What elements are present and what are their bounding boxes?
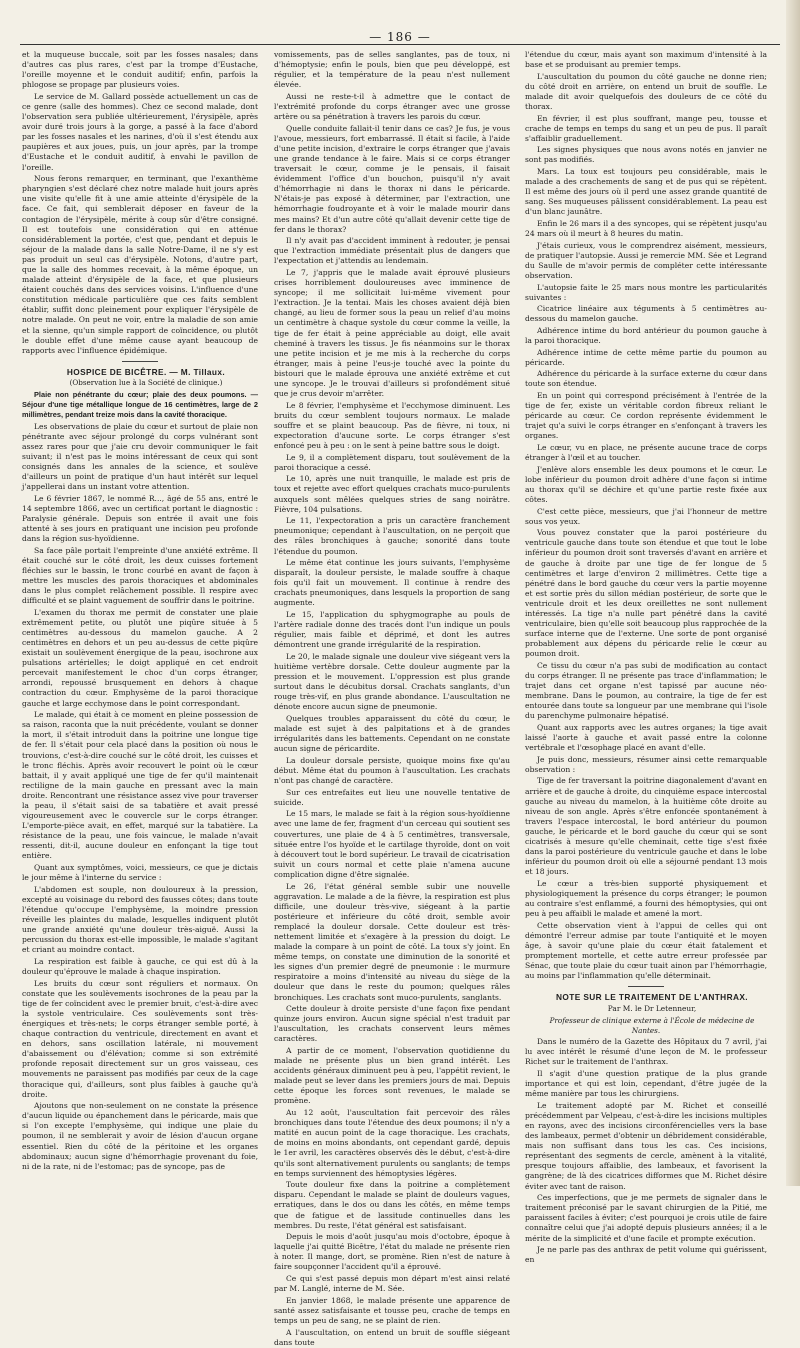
paragraph: Au 12 août, l'auscultation fait percevoir des râles bronchiques dans toute l'étendue des deux poumons; il n'y a matité en aucun point de la cage thoracique. Les crachats, de moins en moins abondants, ont cependant gardé, depuis le 1er avril, les caractères observés dès le début, c'est-à-dire qu'ils sont alternativement purulents ou sanglants; de temps en temps surviennent des hémoptysies légères. bbox=[274, 1108, 510, 1178]
paragraph: En février, il est plus souffrant, mange peu, tousse et crache de temps en temps du sang et un peu de pus. Il paraît s'affaiblir graduellement. bbox=[525, 113, 767, 143]
section-divider bbox=[122, 361, 158, 362]
paragraph: Il s'agit d'une question pratique de la plus grande importance et qui est loin, cependant, d'être jugée de la même manière par tous les chirurgiens. bbox=[525, 1069, 767, 1099]
article-subtitle: (Observation lue à la Société de clinique.) bbox=[69, 378, 223, 388]
paragraph: Ajoutons que non-seulement on ne constate la présence d'aucun liquide ou épanchement dans le péricarde, mais que si l'on excepte l'emphysème, qui indique une plaie du poumon, il ne semblerait y avoir de lésion d'aucun organe essentiel. Rien du côté de la péritoine et les organes abdominaux; aucun signe d'hémorrhagie provenant du foie, ni de la rate, ni de l'estomac; pas de syncope, pas de bbox=[22, 1101, 258, 1171]
paragraph: Quant aux rapports avec les autres organes; la tige avait laissé l'aorte à gauche et avait passé entre la colonne vertébrale et l'œsophage placé en avant d'elle. bbox=[525, 723, 767, 753]
paragraph: Adhérence du péricarde à la surface externe du cœur dans toute son étendue. bbox=[525, 369, 767, 389]
article-title: HOSPICE DE BICÊTRE. — M. Tillaux. bbox=[66, 366, 226, 377]
author-line: Par M. le Dr Letenneur, bbox=[607, 1003, 697, 1013]
paragraph: Le cœur a très-bien supporté physiquement et physiologiquement la présence du corps étranger; le poumon au contraire s'est enflammé, a fourni des hémoptysies, qui ont peu à peu affaibli le malade et amené la mort. bbox=[525, 878, 767, 919]
paragraph: Toute douleur fixe dans la poitrine a complètement disparu. Cependant le malade se plaint de douleurs vagues, erratiques, dans le dos ou dans les côtés, en même temps que de fatigue et de lassitude continuelles dans les membres. Du reste, l'état général est satisfaisant. bbox=[274, 1180, 510, 1230]
paragraph: Ce tissu du cœur n'a pas subi de modification au contact du corps étranger. Il ne présente pas trace d'inflammation; le trajet dans cet organe n'est tapissé par aucune néo-membrane. Dans le poumon, au contraire, la tige de fer est entourée dans toute sa longueur par une membrane qui l'isole du parenchyme pulmonaire hépatisé. bbox=[525, 660, 767, 721]
paragraph: Mars. La toux est toujours peu considérable, mais le malade a des crachements de sang et de pus qui se répètent. Il est même des jours où il perd une assez grande quantité de sang. Ses muqueuses pâlissent considérablement. La peau est d'un blanc jaunâtre. bbox=[525, 167, 767, 217]
author-affiliation: Professeur de clinique externe à l'École de médecine de Nantes. bbox=[549, 1015, 755, 1035]
paragraph: Je ne parle pas des anthrax de petit volume qui guérissent, en bbox=[525, 1245, 767, 1265]
page-number: — 186 — bbox=[369, 30, 431, 44]
paragraph: Il n'y avait pas d'accident imminent à redouter, je pensai que l'extraction immédiate présentait plus de dangers que l'expectation et j'attendis au lendemain. bbox=[274, 236, 510, 266]
paragraph: Le 15, l'application du sphygmographe au pouls de l'artère radiale donne des tracés dont l'un indique un pouls régulier, mais faible et déprimé, et dont les autres démontrent une grande irrégularité de la respiration. bbox=[274, 610, 510, 650]
paragraph: Le traitement adopté par M. Richet et conseillé précédemment par Velpeau, c'est-à-dire les incisions multiples en rayons, avec des incisions circonférencielles vers la base des lambeaux, permet d'obtenir un débridement considérable, mais non suffisant dans tous les cas. Ces incisions, représentant des segments de cercle, amènent à la vitalité, presque toujours affaiblie, des lambeaux, et favorisent la gangrène; de là des cicatrices difformes que M. Richet désire éviter avec tant de raison. bbox=[525, 1100, 767, 1191]
paragraph: L'autopsie faite le 25 mars nous montre les particularités suivantes : bbox=[525, 282, 767, 302]
paragraph: Nous ferons remarquer, en terminant, que l'exanthème pharyngien s'est déclaré chez notre malade huit jours après une visite qu'elle fit à une amie atteinte d'érysipèle de la face. Ce fait, qui semblerait déposer en faveur de la contagion de l'érysipèle, mérite à coup sûr d'être consigné. Il est toutefois une considération qui en atténue considérablement la portée, c'est que, pendant et depuis le séjour de la malade dans la salle Notre-Dame, il ne s'y est pas produit un seul cas d'érysipèle. Notons, d'autre part, que la salle des hommes recevait, à la même époque, un malade atteint d'érysipèle de la face, et que plusieurs étaient couchés dans des services voisins. L'influence d'une constitution médicale particulière que ces faits semblent établir, suffit donc pleinement pour expliquer l'érysipèle de notre malade. On peut ne voir, entre la maladie de son amie et la sienne, qu'un simple rapport de coïncidence, ou plutôt le double effet d'une même cause ayant beaucoup de rapports avec l'influence épidémique. bbox=[22, 174, 258, 355]
paragraph: Le 8 février, l'emphysème et l'ecchymose diminuent. Les bruits du cœur semblent toujours normaux. Le malade souffre et se plaint beaucoup. Pas de fièvre, ni toux, ni expectoration d'aucune sorte. Le corps étranger s'est enfoncé peu à peu : on le sent à peine battre sous le doigt. bbox=[274, 400, 510, 451]
column-1 bbox=[22, 50, 258, 1170]
column-3 bbox=[525, 50, 767, 1265]
paragraph: Depuis le mois d'août jusqu'au mois d'octobre, époque à laquelle j'ai quitté Bicêtre, l'état du malade ne présente rien à noter. Il mange, dort, se promène. Rien n'est de nature à faire soupçonner l'accident qu'il a éprouvé. bbox=[274, 1232, 510, 1272]
paragraph: L'abdomen est souple, non douloureux à la pression, excepté au voisinage du rebord des fausses côtes; dans toute l'étendue qu'occupe l'emphysème, la moindre pression réveille les plaintes du malade, lesquelles indiquent plutôt une grande anxiété qu'une douleur très-aiguë. Aussi la percussion du thorax est-elle impossible, le malade s'agitant et criant au moindre contact. bbox=[22, 884, 258, 955]
paragraph: L'examen du thorax me permit de constater une plaie extrêmement petite, ou plutôt une piqûre située à 5 centimètres au-dessous du mamelon gauche. A 2 centimètres en dehors et un peu au-dessus de cette piqûre existait un soulèvement énergique de la peau, isochrone aux pulsations artérielles; le doigt appliqué en cet endroit percevait manifestement le choc d'un corps étranger, arrondi, repoussé brusquement en dehors à chaque contraction du cœur. Emphysème de la paroi thoracique gauche et large ecchymose dans le point correspondant. bbox=[22, 607, 258, 708]
paragraph: Dans le numéro de la Gazette des Hôpitaux du 7 avril, j'ai lu avec intérêt le résumé d'une leçon de M. le professeur Richet sur le traitement de l'anthrax. bbox=[525, 1037, 767, 1067]
paragraph: Ce qui s'est passé depuis mon départ m'est ainsi relaté par M. Langlé, interne de M. Sée. bbox=[274, 1274, 510, 1294]
paragraph: J'étais curieux, vous le comprendrez aisément, messieurs, de pratiquer l'autopsie. Aussi je remercie MM. Sée et Legrand du Saulle de m'avoir permis de compléter cette intéressante observation. bbox=[525, 240, 767, 280]
paragraph: En janvier 1868, le malade présente une apparence de santé assez satisfaisante et tousse peu, crache de temps en temps un peu de sang, ne se plaint de rien. bbox=[274, 1295, 510, 1325]
paragraph: Le 9, il a complètement disparu, tout soulèvement de la paroi thoracique a cessé. bbox=[274, 452, 510, 472]
paragraph: A l'auscultation, on entend un bruit de souffle siégeant dans toute bbox=[274, 1327, 510, 1347]
section-divider bbox=[628, 986, 664, 987]
paragraph: C'est cette pièce, messieurs, que j'ai l'honneur de mettre sous vos yeux. bbox=[525, 506, 767, 526]
header-rule bbox=[20, 44, 780, 45]
paragraph: Le cœur, vu en place, ne présente aucune trace de corps étranger à l'œil et au toucher. bbox=[525, 442, 767, 463]
paragraph: La douleur dorsale persiste, quoique moins fixe qu'au début. Même état du poumon à l'auscultation. Les crachats n'ont pas changé de caractère. bbox=[274, 755, 510, 786]
paragraph: Les observations de plaie du cœur et surtout de plaie non pénétrante avec séjour prolongé du corps vulnérant sont assez rares pour que j'aie cru devoir communiquer le fait suivant; il n'est pas le moins intéressant de ceux qui sont consignés dans les annales de la science, et soulève d'ailleurs un point de pratique d'un haut intérêt sur lequel j'appellerai dans un instant votre attention. bbox=[22, 421, 258, 492]
paragraph: La respiration est faible à gauche, ce qui est dû à la douleur qu'éprouve le malade à chaque inspiration. bbox=[22, 956, 258, 976]
paragraph: Le service de M. Gallard possède actuellement un cas de ce genre (salle des hommes). Chez ce second malade, dont l'observation sera publiée ultérieurement, l'érysipèle, après avoir duré trois jours à la gorge, a passé à la face d'abord par les fosses nasales et les narines, d'où il s'est étendu aux paupières et aux joues, puis, un jour après, par la trompe d'Eustache et le conduit auditif, à envahi le pavillon de l'oreille. bbox=[22, 91, 258, 172]
article-title: NOTE SUR LE TRAITEMENT DE L'ANTHRAX. bbox=[556, 992, 748, 1003]
paragraph: Le malade, qui était à ce moment en pleine possession de sa raison, raconta que la nuit précédente, voulant se donner la mort, il s'était introduit dans la poitrine une longue tige de fer. Il s'était pour cela placé dans la position où nous le trouvions, c'est-à-dire couché sur le côté droit, les cuisses et le tronc fléchis. Après avoir recouvert le point où le cœur battait, il y avait appliqué une tige de fer qu'il maintenait rectiligne de la main gauche en pressant avec la main droite. Rencontrant une résistance assez vive pour traverser la peau, il s'était saisi de sa tabatière et avait pressé vigoureusement avec le couvercle sur le corps étranger. L'emporte-pièce avait, en effet, marqué sur la tabatière. La résistance de la peau, une fois vaincue, le malade n'avait ressenti, dit-il, aucune douleur en enfonçant la tige tout entière. bbox=[22, 710, 258, 861]
paragraph: Le 26, l'état général semble subir une nouvelle aggravation. Le malade a de la fièvre, la respiration est plus difficile, une douleur très-vive, siégeant à la partie postérieure et inférieure du côté droit, semble avoir remplacé la douleur dorsale. Cette douleur est très-nettement limitée et s'exagère à la pression du doigt. Le malade la compare à un point de côté. La toux s'y joint. En même temps, on constate une diminution de la sonorité et les signes d'un premier degré de pneumonie : le murmure respiratoire a moins d'intensité au niveau du siège de la douleur que dans le reste du poumon; quelques râles bronchiques. Les crachats sont muco-purulents, sanglants. bbox=[274, 881, 510, 1002]
paragraph: Le 7, j'appris que le malade avait éprouvé plusieurs crises horriblement douloureuses avec imminence de syncope; il me sollicitait lui-même vivement pour l'extraction. Je la tentai. Mais les choses avaient déjà bien changé, au lieu de former sous la peau un relief d'au moins un centimètre à chaque systole du cœur comme la veille, la tige de fer était à peine appréciable au doigt, elle avait cheminé à travers les tissus. Je fis néanmoins sur le thorax une petite incision et je me mis à la recherche du corps étranger, mais à peine l'eus-je touché avec la pointe du bistouri que le malade éprouva une anxiété extrême et cut une syncope. Je le trouvai d'ailleurs si profondément situé que je crus devoir m'arrêter. bbox=[274, 267, 510, 399]
paragraph: Tige de fer traversant la poitrine diagonalement d'avant en arrière et de gauche à droite, du cinquième espace intercostal gauche au niveau du mamelon, à la huitième côte droite au niveau de son angle. Après s'être enfoncée spontanément à travers l'espace intercostal, le bord antérieur du poumon gauche, le péricarde et le bord gauche du cœur qui se sont cicatrisés à mesure qu'elle cheminait, cette tige s'est fixée dans la paroi postérieure du ventricule gauche et dans le lobe inférieur du poumon droit où elle a séjourné pendant 13 mois et 18 jours. bbox=[525, 776, 767, 877]
paragraph: Le 6 février 1867, le nommé R..., âgé de 55 ans, entré le 14 septembre 1866, avec un certificat portant le diagnostic : Paralysie générale. Depuis son entrée il avait une fois attenté à ses jours en pratiquant une incision peu profonde dans la région sus-hyoïdienne. bbox=[22, 493, 258, 544]
paragraph: J'enlève alors ensemble les deux poumons et le cœur. Le lobe inférieur du poumon droit adhère d'une façon si intime au thorax qu'il se déchire et qu'une partie reste fixée aux côtes. bbox=[525, 464, 767, 504]
page-binding-edge bbox=[786, 0, 800, 1186]
paragraph: Je puis donc, messieurs, résumer ainsi cette remarquable observation : bbox=[525, 754, 767, 774]
paragraph: Enfin le 26 mars il a des syncopes, qui se répètent jusqu'au 24 mars où il meurt à 8 heures du matin. bbox=[525, 219, 767, 239]
paragraph: Adhérence intime du bord antérieur du poumon gauche à la paroi thoracique. bbox=[525, 325, 767, 346]
paragraph: En un point qui correspond précisément à l'entrée de la tige de fer, existe un véritable cordon fibreux reliant le péricarde au cœur. Ce cordon représente évidemment le trajet qu'a suivi le corps étranger en s'enfonçant à travers les organes. bbox=[525, 391, 767, 441]
paragraph: Le 11, l'expectoration a pris un caractère franchement pneumonique; cependant à l'auscultation, on ne perçoit que des râles bronchiques à gauche; sonorité dans toute l'étendue du poumon. bbox=[274, 516, 510, 556]
paragraph: Le même état continue les jours suivants, l'emphysème disparaît, la douleur persiste, le malade souffre à chaque fois qu'il fait un mouvement. Il continue à rendre des crachats pneumoniques, dans lesquels la proportion de sang augmente. bbox=[274, 558, 510, 608]
paragraph: Cicatrice linéaire aux téguments à 5 centimètres au-dessous du mamelon gauche. bbox=[525, 304, 767, 324]
paragraph: Sa face pâle portait l'empreinte d'une anxiété extrême. Il était couché sur le côté droit, les deux cuisses fortement fléchies sur le bassin, le tronc courbé en avant de façon à mettre les muscles des parois thoraciques et abdominales dans le plus complet relâchement possible. Il respire avec difficulté et se plaint vaguement de souffrir dans le poitrine. bbox=[22, 545, 258, 606]
paragraph: vomissements, pas de selles sanglantes, pas de toux, ni d'hémoptysie; enfin le pouls, bien que peu développé, est régulier, et la température de la peau n'est nullement élevée. bbox=[274, 50, 510, 90]
paragraph: Le 15 mars, le malade se fait à la région sous-hyoïdienne avec une lame de fer, fragment d'un cerceau qui soutient ses couvertures, une plaie de 4 à 5 centimètres, transversale, située entre l'os hyoïde et le cartilage thyroïde, dont on voit à découvert tout le bord supérieur. Le travail de cicatrisation suivit un cours normal et cette plaie n'amena aucune complication digne d'être signalée. bbox=[274, 809, 510, 879]
paragraph: Ces imperfections, que je me permets de signaler dans le traitement préconisé par le savant chirurgien de la Pitié, me paraissent faciles à éviter; c'est pourquoi je crois utile de faire connaître celui que j'ai adopté depuis plusieurs années; il a le mérite de la simplicité et d'une facile et prompte exécution. bbox=[525, 1193, 767, 1243]
paragraph: L'auscultation du poumon du côté gauche ne donne rien; du côté droit en arrière, on entend un bruit de souffle. Le malade dit avoir quelquefois des douleurs de ce côté du thorax. bbox=[525, 71, 767, 111]
paragraph: l'étendue du cœur, mais ayant son maximum d'intensité à la base et se produisant au premier temps. bbox=[525, 50, 767, 70]
paragraph: Les signes physiques que nous avons notés en janvier ne sont pas modifiés. bbox=[525, 145, 767, 165]
paragraph: Quelle conduite fallait-il tenir dans ce cas? Je fus, je vous l'avoue, messieurs, fort embarrassé. Il était si facile, à l'aide d'une petite incision, d'extraire le corps étranger que j'avais une grande tendance à le faire. Mais si ce corps étranger traversait le cœur, comme je le pensais, il faisait évidemment l'office d'un bouchon, puisqu'il n'y avait d'hémorrhagie ni dans le thorax ni dans le péricarde. N'étais-je pas exposé à déterminer, par l'extraction, une hémorrhagie foudroyante et à voir le malade mourir dans mes mains? Et d'un autre côté qu'allait devenir cette tige de fer dans le thorax? bbox=[274, 123, 510, 234]
paragraph: Adhérence intime de cette même partie du poumon au péricarde. bbox=[525, 347, 767, 367]
paragraph: Aussi ne reste-t-il à admettre que le contact de l'extrémité profonde du corps étranger avec une grosse artère ou sa pénétration à travers les parois du cœur. bbox=[274, 91, 510, 122]
paragraph: Sur ces entrefaites eut lieu une nouvelle tentative de suicide. bbox=[274, 787, 510, 807]
paragraph: Quelques troubles apparaissent du côté du cœur, le malade est sujet à des palpitations et à de grandes irrégularités dans les battements. Cependant on ne constate aucun signe de péricardite. bbox=[274, 714, 510, 754]
paragraph: et la muqueuse buccale, soit par les fosses nasales; dans d'autres cas plus rares, c'est par la trompe d'Eustache, l'oreille moyenne et le conduit auditif; enfin, parfois la phlogose se propage par plusieurs voies. bbox=[22, 50, 258, 90]
paragraph: Quant aux symptômes, voici, messieurs, ce que je dictais le jour même à l'interne du service : bbox=[22, 863, 258, 883]
paragraph: Les bruits du cœur sont réguliers et normaux. On constate que les soulèvements isochrones de la peau par la tige de fer coïncident avec le premier bruit, c'est-à-dire avec la systole ventriculaire. Ces soulèvements sont très-énergiques et très-nets; le corps étranger semble porté, à chaque contraction du ventricule, directement en avant et en dehors, sans oscillation latérale, ni mouvement d'abaissement ou d'élévation; comme si son extrémité profonde reposait directement sur un gros vaisseau, ces mouvements ne paraissent pas modifiés par ceux de la cage thoracique qui, d'ailleurs, sont plus faibles à gauche qu'à droite. bbox=[22, 978, 258, 1099]
case-title: Plaie non pénétrante du cœur; plaie des deux poumons. — Séjour d'une tige métallique longue de 16 centimètres, large de 2 millimètres, pendant treize mois dans la cavité thoracique. bbox=[22, 390, 258, 419]
paragraph: Le 20, le malade signale une douleur vive siégeant vers la huitième vertèbre dorsale. Cette douleur augmente par la pression et le mouvement. L'oppression est plus grande surtout dans le décubitus dorsal. Crachats sanglants, d'un rouge très-vif, en plus grande abondance. L'auscultation ne dénote encore aucun signe de pneumonie. bbox=[274, 651, 510, 712]
paragraph: A partir de ce moment, l'observation quotidienne du malade ne présente plus un bien grand intérêt. Les accidents généraux diminuent peu à peu, l'appétit revient, le malade peut se lever dans les premiers jours de mai. Depuis cette époque les forces sont revenues, le malade se promène. bbox=[274, 1046, 510, 1106]
paragraph: Le 10, après une nuit tranquille, le malade est pris de toux et rejette avec effort quelques crachats muco-purulents auxquels sont mêlées quelques stries de sang noirâtre. Fièvre, 104 pulsations. bbox=[274, 474, 510, 514]
paragraph: Cette douleur à droite persiste d'une façon fixe pendant quinze jours environ. Aucun signe spécial n'est traduit par l'auscultation, les crachats conservent leurs mêmes caractères. bbox=[274, 1004, 510, 1044]
column-2 bbox=[274, 50, 510, 1347]
paragraph: Cette observation vient à l'appui de celles qui ont démontré l'erreur admise par toute l'antiquité et le moyen âge, à savoir qu'une plaie du cœur était fatalement et promptement mortelle, et cette autre erreur professée par Sénac, que toute plaie du cœur tuait ainon par l'hémorrhagie, au moins par l'inflammation qu'elle déterminait. bbox=[525, 920, 767, 981]
paragraph: Vous pouvez constater que la paroi postérieure du ventricule gauche dans toute son étendue et que tout le lobe inférieur du poumon droit sont traversés d'avant en arrière et de gauche à droite par une tige de fer longue de 5 centimètres et large d'environ 2 millimètres. Cette tige a pénétré dans le bord gauche du cœur vers la partie moyenne et est sortie près du sillon médian postérieur, de sorte que le ventricule droit et les deux oreillettes ne sont nullement intéressés. La tige n'a nulle part pénétré dans la cavité ventriculaire, bien qu'elle soit beaucoup plus rapprochée de la surface interne que de l'externe. Une sorte de pont organisé probablement aux dépens du péricarde relie le cœur au poumon droit. bbox=[525, 528, 767, 659]
